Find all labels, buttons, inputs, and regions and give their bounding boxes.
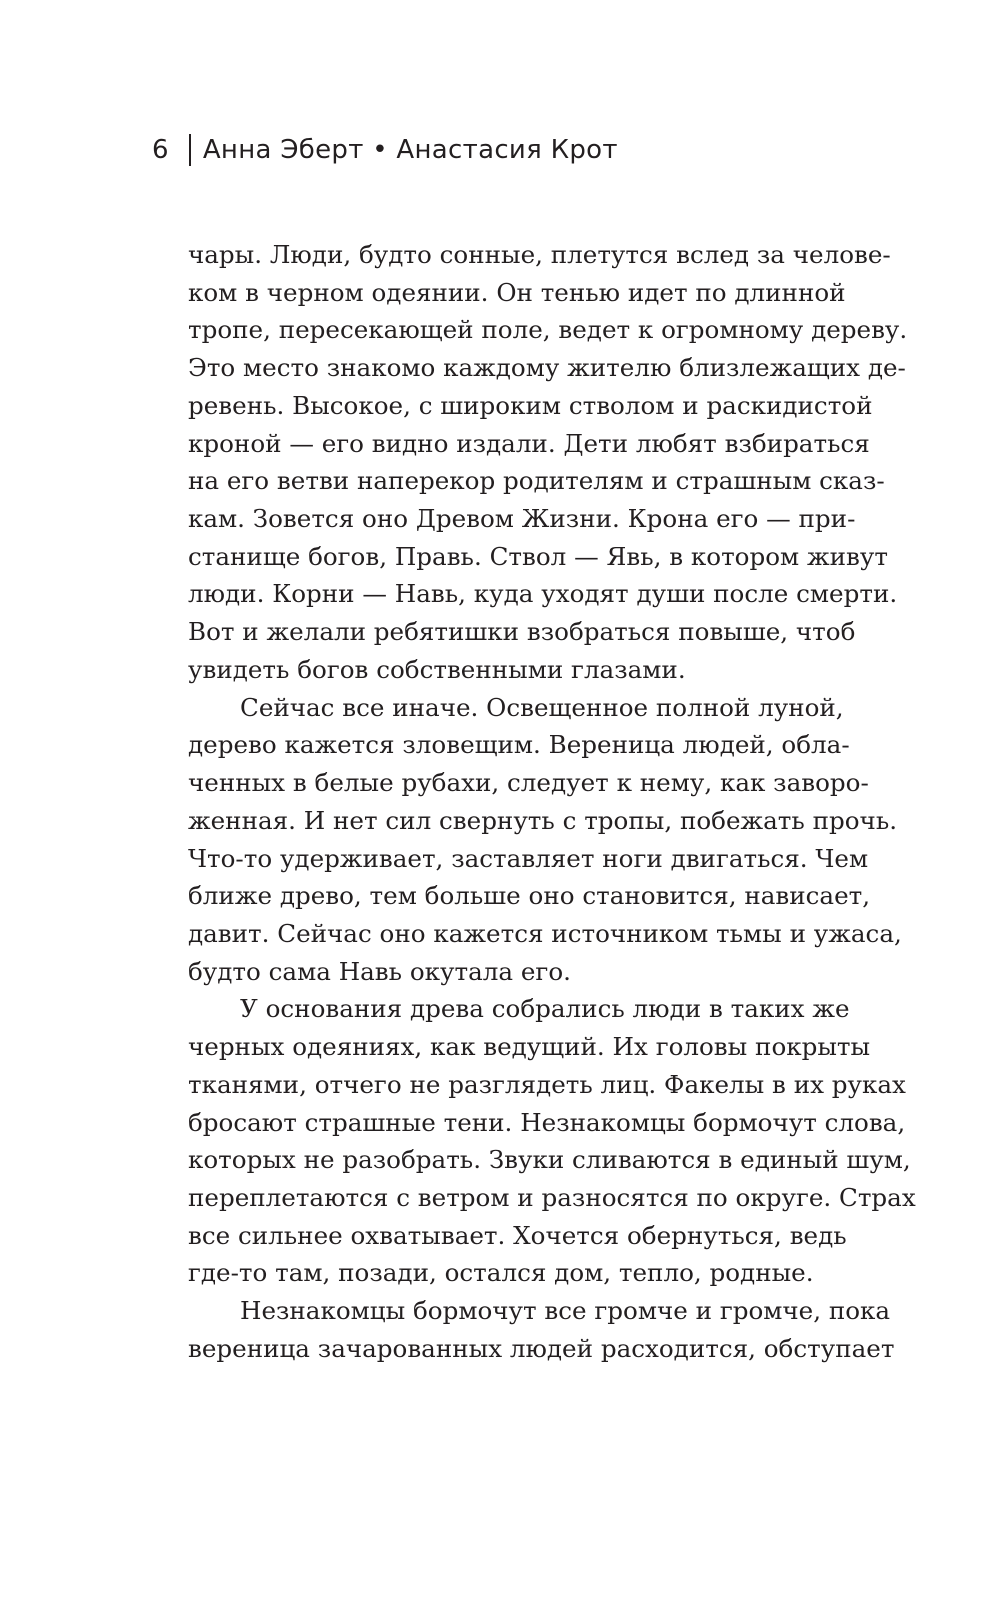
text-line: ближе древо, тем больше оно становится, нависает, [188,881,871,911]
text-line: ченных в белые рубахи, следует к нему, как заворо- [188,768,869,798]
text-line: которых не разобрать. Звуки сливаются в единый шум, [188,1145,911,1175]
text-line: тканями, отчего не разглядеть лиц. Факелы в их руках [188,1069,906,1099]
text-line: станище богов, Правь. Ствол — Явь, в котором живут [188,541,888,571]
text-line: ком в черном одеянии. Он тенью идет по длинной [188,277,846,307]
page-number: 6 [152,135,169,165]
text-line: чары. Люди, будто сонные, плетутся вслед за челове- [188,240,891,269]
text-line: кам. Зовется оно Древом Жизни. Крона его — при- [188,504,856,534]
text-line: Это место знакомо каждому жителю близлежащих де- [188,353,906,383]
text-line: на его ветви наперекор родителям и страшным сказ- [188,466,885,496]
text-line: дерево кажется зловещим. Вереница людей, обла- [188,730,850,760]
text-line: Что-то удерживает, заставляет ноги двигаться. Чем [188,843,869,873]
text-line: бросают страшные тени. Незнакомцы бормочут слова, [188,1107,906,1137]
paragraph-end-line: увидеть богов собственными глазами. [188,654,686,684]
header-divider [189,134,191,166]
header-authors: Анна Эберт • Анастасия Крот [202,135,618,165]
paragraph-start-line: Сейчас все иначе. Освещенное полной луной, [240,692,844,722]
paragraph-start-line: У основания древа собрались люди в таких же [240,994,850,1024]
text-line: черных одеяниях, как ведущий. Их головы покрыты [188,1032,871,1062]
text-line: Вот и желали ребятишки взобраться повыше, чтоб [188,617,856,647]
paragraph-end-line: будто сама Навь окутала его. [188,956,571,986]
text-line: тропе, пересекающей поле, ведет к огромному дереву. [188,315,908,345]
running-header [152,130,618,170]
paragraph-end-line: где-то там, позади, остался дом, тепло, родные. [188,1258,814,1288]
text-line: кроной — его видно издали. Дети любят взбираться [188,428,870,458]
text-line: люди. Корни — Навь, куда уходят души после смерти. [188,579,898,609]
text-line: вереница зачарованных людей расходится, обступает [188,1333,895,1363]
text-line: женная. И нет сил свернуть с тропы, побежать прочь. [188,805,898,835]
text-line: давит. Сейчас оно кажется источником тьмы и ужаса, [188,918,902,948]
body-text [188,236,916,1368]
text-line: ревень. Высокое, с широким стволом и раскидистой [188,390,873,420]
text-line: все сильнее охватывает. Хочется обернуться, ведь [188,1220,847,1250]
paragraph-start-line: Незнакомцы бормочут все громче и громче, пока [240,1296,891,1326]
text-line: переплетаются с ветром и разносятся по округе. Страх [188,1182,916,1212]
